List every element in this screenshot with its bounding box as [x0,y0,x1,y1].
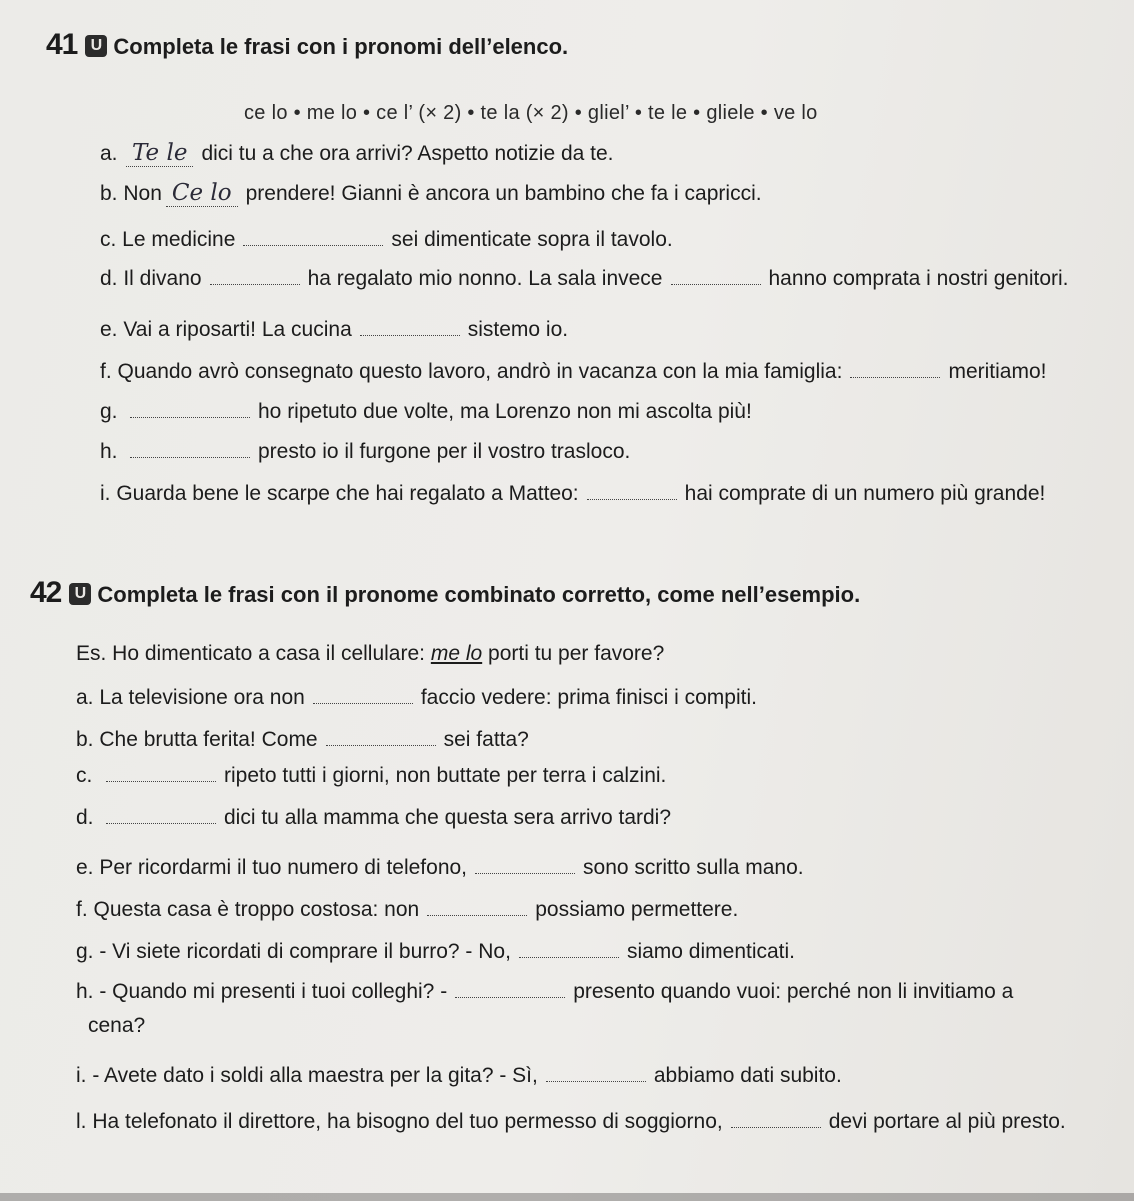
answer-blank-d2[interactable] [671,268,761,285]
example-answer: me lo [430,642,483,665]
exercise-title: Completa le frasi con il pronome combinato corretto, come nell’esempio. [97,582,861,607]
exercise-41-header [46,28,568,62]
answer-blank-d1[interactable] [210,268,300,285]
answer-blank-g[interactable] [130,401,250,418]
sentence-a: a. Te le dici tu a che ora arrivi? Aspetto notizie da te. [100,140,614,166]
answer-blank-42e[interactable] [475,857,575,874]
sentence-42-f: f. Questa casa è troppo costosa: non possiamo permettere. [76,898,739,921]
answer-field-b[interactable]: Ce lo [166,180,238,207]
exercise-42-header [30,576,860,610]
answer-blank-42d[interactable] [106,807,216,824]
sentence-c: c. Le medicine sei dimenticate sopra il tavolo. [100,228,673,251]
answer-blank-42l[interactable] [731,1111,821,1128]
sentence-42-g: g. - Vi siete ricordati di comprare il burro? - No, siamo dimenticati. [76,940,796,963]
sentence-42-a: a. La televisione ora non faccio vedere: prima finisci i compiti. [76,686,757,709]
sentence-42-b: b. Che brutta ferita! Come sei fatta? [76,728,529,751]
answer-blank-e[interactable] [360,319,460,336]
answer-blank-f[interactable] [850,361,940,378]
answer-blank-h[interactable] [130,441,250,458]
word-bank: ce lo • me lo • ce l’ (× 2) • te la (× 2) • gliel’ • te le • gliele • ve lo [244,102,818,124]
answer-blank-i[interactable] [587,483,677,500]
answer-blank-c[interactable] [243,229,383,246]
exercise-number: 41 [46,28,78,61]
page-edge-shadow [0,1193,1134,1201]
sentence-g: g. ho ripetuto due volte, ma Lorenzo non mi ascolta più! [100,400,752,423]
sentence-42-c: c. ripeto tutti i giorni, non buttate per terra i calzini. [76,764,667,787]
exercise-icon: U [69,583,91,605]
answer-field-a[interactable]: Te le [126,140,193,167]
exercise-icon: U [85,35,107,57]
answer-blank-42c[interactable] [106,765,216,782]
sentence-b: b. Non Ce lo prendere! Gianni è ancora un bambino che fa i capricci. [100,180,762,206]
answer-blank-42i[interactable] [546,1065,646,1082]
sentence-42-d: d. dici tu alla mamma che questa sera arrivo tardi? [76,806,672,829]
sentence-i: i. Guarda bene le scarpe che hai regalato a Matteo: hai comprate di un numero più grande! [100,482,1046,505]
sentence-42-l: l. Ha telefonato il direttore, ha bisogno del tuo permesso di soggiorno, devi portare al più presto. [76,1110,1066,1133]
sentence-42-e: e. Per ricordarmi il tuo numero di telefono, sono scritto sulla mano. [76,856,804,879]
sentence-42-i: i. - Avete dato i soldi alla maestra per la gita? - Sì, abbiamo dati subito. [76,1064,842,1087]
sentence-42-h: h. - Quando mi presenti i tuoi colleghi? - presento quando vuoi: perché non li invitiamo a [76,980,1014,1003]
example-sentence: Es. Ho dimenticato a casa il cellulare: me lo porti tu per favore? [76,642,665,665]
answer-blank-42a[interactable] [313,687,413,704]
sentence-h: h. presto io il furgone per il vostro trasloco. [100,440,631,463]
answer-blank-42f[interactable] [427,899,527,916]
sentence-d: d. Il divano ha regalato mio nonno. La sala invece hanno comprata i nostri genitori. [100,267,1069,290]
answer-blank-42b[interactable] [326,729,436,746]
answer-blank-42h[interactable] [455,981,565,998]
exercise-number: 42 [30,576,62,609]
sentence-42-h-cont: cena? [88,1014,146,1037]
answer-blank-42g[interactable] [519,941,619,958]
sentence-f: f. Quando avrò consegnato questo lavoro, andrò in vacanza con la mia famiglia: meritiamo! [100,360,1047,383]
sentence-e: e. Vai a riposarti! La cucina sistemo io. [100,318,569,341]
exercise-title: Completa le frasi con i pronomi dell’elenco. [113,34,569,59]
